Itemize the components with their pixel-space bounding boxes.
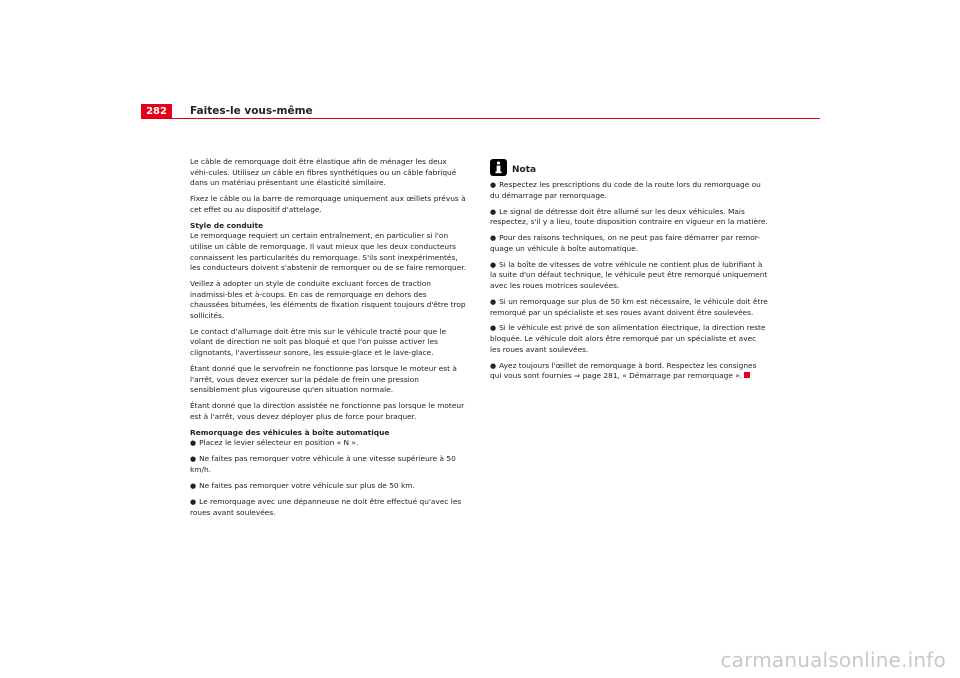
nota-header <box>490 157 768 177</box>
subheading-boite-automatique: Remorquage des véhicules à boîte automatique <box>190 427 390 437</box>
left-column <box>190 157 466 524</box>
watermark: carmanualsonline.info <box>720 648 946 672</box>
list-item: ● Si la boîte de vitesses de votre véhicule ne contient plus de lubrifiant à la suite d'un défaut technique, le véhicule peut être remorqué uniquement avec les roues motrices soulevées. <box>490 259 768 290</box>
bullet-icon: ● <box>490 234 497 243</box>
list-item: ● Ne faites pas remorquer votre véhicule sur plus de 50 km. <box>190 480 415 490</box>
bullet-icon: ● <box>490 181 497 189</box>
right-column <box>490 157 768 387</box>
paragraph: Veillez à adopter un style de conduite excluant forces de traction inadmissi-bles et à-coups. En cas de remorquage en dehors des chaussées bitumées, les éléments de fixation risquent toujours d'être trop sollicités. <box>190 279 466 320</box>
list-item: ● Pour des raisons techniques, on ne peut pas faire démarrer par remor-quage un véhicule à boîte automatique. <box>490 233 760 253</box>
bullet-icon: ● <box>490 297 497 306</box>
page-number: 282 <box>141 104 172 119</box>
list-item: ● Ne faites pas remorquer votre véhicule à une vitesse supérieure à 50 km/h. <box>190 454 456 474</box>
paragraph: Étant donné que le servofrein ne fonctionne pas lorsque le moteur est à l'arrêt, vous devez exercer sur la pédale de frein une pression sensiblement plus vigoureuse qu'en situation normale. <box>190 364 457 395</box>
page-title: Faites-le vous-même <box>190 105 313 117</box>
paragraph: Étant donné que la direction assistée ne fonctionne pas lorsque le moteur est à l'arrêt, vous devez déployer plus de force pour braquer. <box>190 401 465 421</box>
paragraph: Fixez le câble ou la barre de remorquage uniquement aux œillets prévus à cet effet ou au dispositif d'attelage. <box>190 194 466 214</box>
bullet-icon: ● <box>190 481 197 490</box>
end-of-section-icon <box>744 372 750 378</box>
bullet-icon: ● <box>190 455 197 464</box>
list-item: ● Le remorquage avec une dépanneuse ne doit être effectué qu'avec les roues avant soulevées. <box>190 496 462 517</box>
subheading-style-de-conduite: Style de conduite <box>190 220 264 230</box>
paragraph: Le câble de remorquage doit être élastique afin de ménager les deux véhi-cules. Utilisez un câble en fibres synthétiques ou un câble fabriqué dans un matériau présentant une élasticité similaire. <box>190 157 457 188</box>
bullet-icon: ● <box>190 439 197 448</box>
bullet-icon: ● <box>490 361 497 370</box>
bullet-icon: ● <box>490 207 497 216</box>
header-divider <box>141 118 820 119</box>
list-item: ● Si le véhicule est privé de son alimentation électrique, la direction reste bloquée. Le véhicule doit alors être remorqué par un spécialiste et avec les roues avant soulevées. <box>490 323 766 354</box>
info-note-icon <box>490 159 507 176</box>
paragraph: Le remorquage requiert un certain entraînement, en particulier si l'on utilise un câble de remorquage. Il vaut mieux que les deux conducteurs connaissent les particularités du remorquage. S'ils sont inexpérimentés, les conducteurs doivent s'abstenir de remorquer ou de se faire remorquer. <box>190 231 466 273</box>
bullet-icon: ● <box>490 260 497 269</box>
bullet-icon: ● <box>190 497 197 506</box>
nota-title: Nota <box>512 165 537 175</box>
paragraph: Le contact d'allumage doit être mis sur le véhicule tracté pour que le volant de direction ne soit pas bloqué et que l'on puisse activer les clignotants, l'avertisseur sonore, les essuie-glace et le lave-glace. <box>190 326 447 358</box>
list-item: ● Respectez les prescriptions du code de la route lors du remorquage ou du démarrage par remorquage. <box>490 180 761 200</box>
bullet-icon: ● <box>490 324 497 333</box>
list-item: ● Si un remorquage sur plus de 50 km est nécessaire, le véhicule doit être remorqué par un spécialiste et ses roues avant doivent être soulevées. <box>490 296 768 317</box>
list-item: ● Placez le levier sélecteur en position « N ». <box>190 438 359 448</box>
list-item: ● Ayez toujours l'œillet de remorquage à bord. Respectez les consignes qui vous sont fournies ⇒ page 281, « Démarrage par remorquage ». <box>490 360 757 381</box>
list-item: ● Le signal de détresse doit être allumé sur les deux véhicules. Mais respectez, s'il y a lieu, toute disposition contraire en vigueur en la matière. <box>490 206 768 227</box>
